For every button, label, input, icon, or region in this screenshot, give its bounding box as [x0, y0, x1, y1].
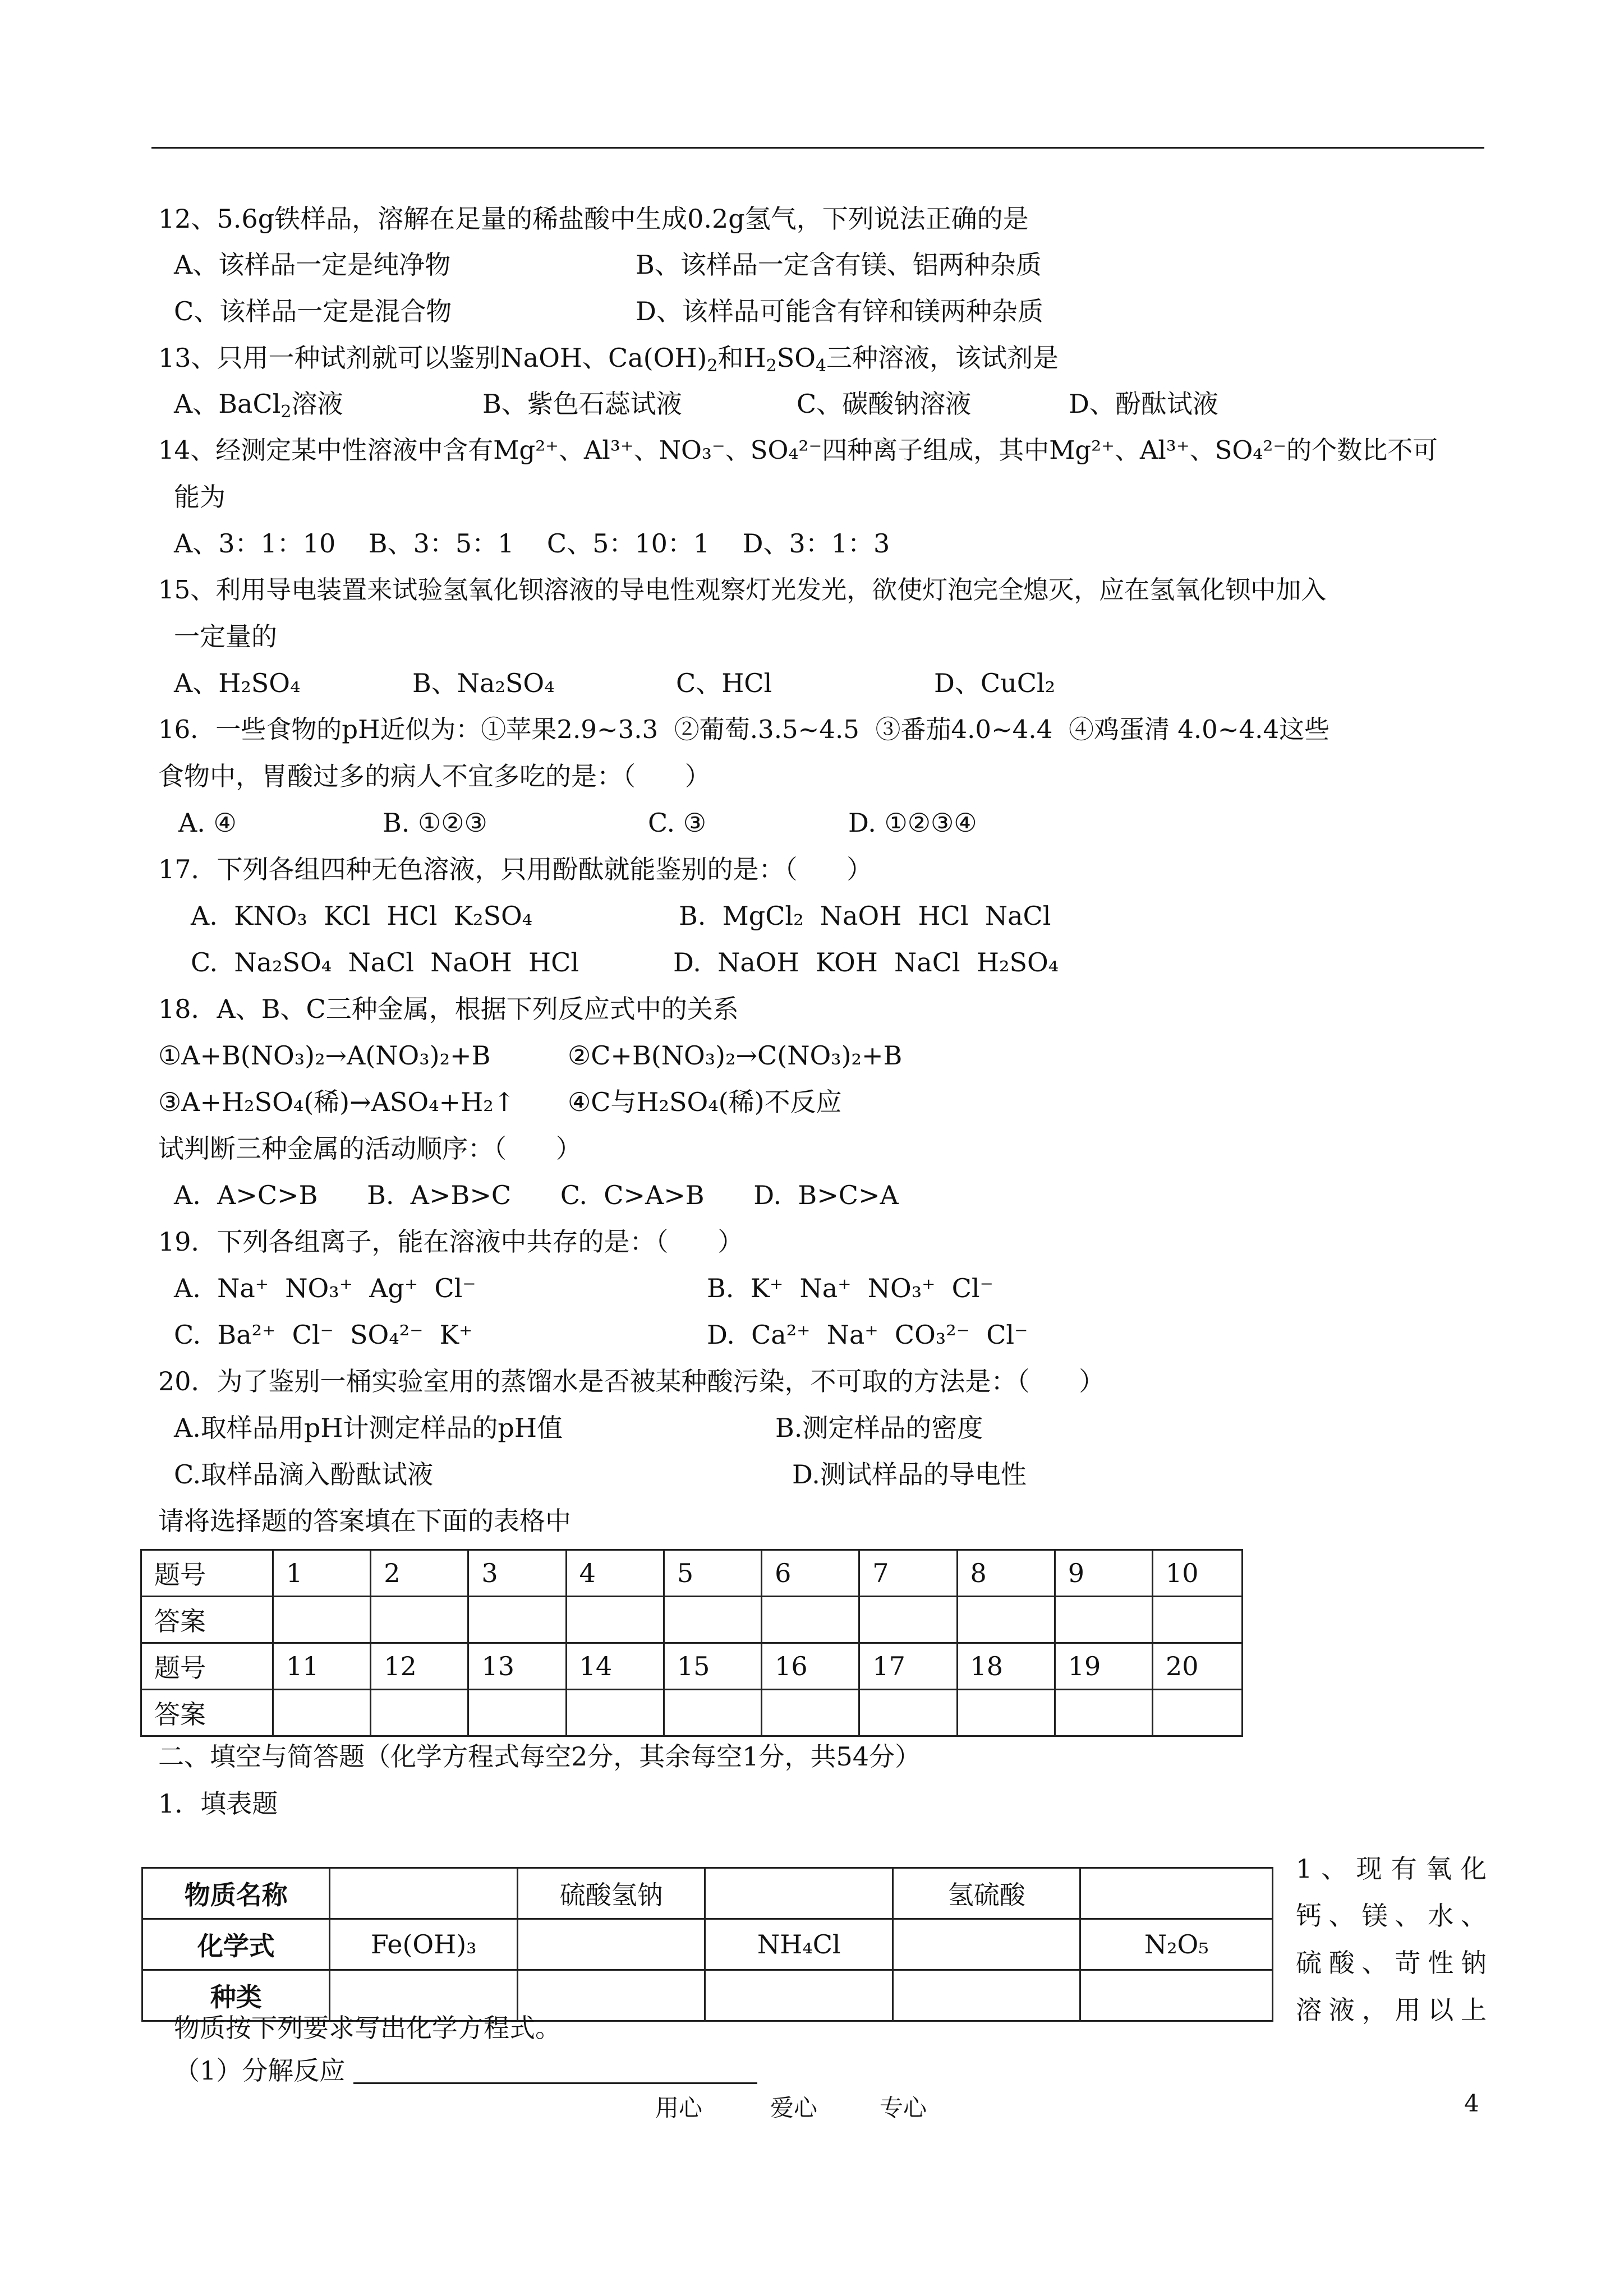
- question-number-cell: 17: [859, 1643, 957, 1690]
- answer-table-row: [141, 1597, 1243, 1643]
- q13-option-c: C、碳酸钠溶液: [797, 389, 972, 419]
- answer-cell[interactable]: [1152, 1597, 1242, 1643]
- fill-table-row: [142, 1919, 1273, 1970]
- fill-cell[interactable]: [1080, 1868, 1273, 1919]
- answer-table-row: [141, 1690, 1243, 1736]
- q16-line1: 16．一些食物的pH近似为：①苹果2.9~3.3 ②葡萄.3.5~4.5 ③番茄4.0~4.4 ④鸡蛋清 4.0~4.4这些: [158, 714, 1330, 744]
- answer-blank[interactable]: [353, 2054, 757, 2084]
- fill-cell[interactable]: [1080, 1970, 1273, 2021]
- question-number-cell: 6: [762, 1550, 859, 1597]
- answer-table: [140, 1549, 1243, 1737]
- answer-cell[interactable]: [273, 1597, 370, 1643]
- answer-cell[interactable]: [371, 1597, 468, 1643]
- answer-cell[interactable]: [566, 1597, 664, 1643]
- side-text-line: 溶液，用以上: [1296, 1995, 1487, 2025]
- row-label-answer: 答案: [141, 1690, 273, 1736]
- q17-option-a: A. KNO₃ KCl HCl K₂SO₄: [191, 901, 533, 931]
- answer-cell[interactable]: [859, 1690, 957, 1736]
- fill-cell[interactable]: [705, 1970, 893, 2021]
- q12-option-b: B、该样品一定含有镁、铝两种杂质: [636, 250, 1042, 280]
- answer-cell[interactable]: [1055, 1597, 1152, 1643]
- question-number-cell: 12: [371, 1643, 468, 1690]
- footer-motto-1: 用心: [655, 2094, 703, 2122]
- q14-options: A、3：1：10 B、3：5：1 C、5：10：1 D、3：1：3: [174, 528, 890, 559]
- q17-option-d: D. NaOH KOH NaCl H₂SO₄: [673, 947, 1059, 978]
- q18-reaction-2: ②C+B(NO₃)₂→C(NO₃)₂+B: [568, 1040, 903, 1071]
- q15-option-b: B、Na₂SO₄: [412, 668, 555, 698]
- q15-line2: 一定量的: [174, 621, 277, 652]
- answer-table-row: [141, 1643, 1243, 1690]
- q18-ask: 试判断三种金属的活动顺序：（ ）: [158, 1133, 582, 1164]
- answer-cell[interactable]: [664, 1597, 761, 1643]
- q15-option-d: D、CuCl₂: [934, 668, 1056, 698]
- question-number-cell: 16: [762, 1643, 859, 1690]
- question-number-cell: 13: [468, 1643, 566, 1690]
- q18-reaction-4: ④C与H₂SO₄(稀)不反应: [568, 1087, 842, 1117]
- section2-sub1: 1．填表题: [158, 1788, 278, 1819]
- q16-option-c: C. ③: [648, 808, 707, 838]
- answer-cell[interactable]: [957, 1690, 1055, 1736]
- fill-table-row: [142, 1868, 1273, 1919]
- q13-stem: 13、只用一种试剂就可以鉴别NaOH、$Ca(OH)_2$和$H_2SO_4$三种溶液，该试剂是: [158, 343, 1059, 376]
- row-label-name: 物质名称: [142, 1868, 330, 1919]
- fill-cell: 硫酸氢钠: [518, 1868, 705, 1919]
- answer-cell[interactable]: [468, 1597, 566, 1643]
- footer-motto-2: 爱心: [770, 2094, 818, 2122]
- answer-cell[interactable]: [566, 1690, 664, 1736]
- q16-option-d: D. ①②③④: [848, 808, 977, 838]
- q19-option-c: C. Ba²⁺ Cl⁻ SO₄²⁻ K⁺: [174, 1320, 473, 1350]
- question-number-cell: 7: [859, 1550, 957, 1597]
- fill-cell[interactable]: [518, 1919, 705, 1970]
- q15-option-c: C、HCl: [676, 668, 772, 698]
- q12-option-a: A、该样品一定是纯净物: [174, 250, 451, 280]
- q17-option-c: C. Na₂SO₄ NaCl NaOH HCl: [191, 947, 579, 978]
- q17-option-b: B. MgCl₂ NaOH HCl NaCl: [679, 901, 1051, 931]
- answer-cell[interactable]: [1152, 1690, 1242, 1736]
- fill-table: [141, 1867, 1273, 2022]
- fill-cell: 氢硫酸: [893, 1868, 1080, 1919]
- side-text-line: 1、现有氧化: [1296, 1854, 1487, 1884]
- answer-table-row: [141, 1550, 1243, 1597]
- q12-option-d: D、该样品可能含有锌和镁两种杂质: [636, 296, 1043, 326]
- q13-option-b: B、紫色石蕊试液: [482, 389, 682, 419]
- fill-cell: NH₄Cl: [705, 1919, 893, 1970]
- q16-option-a: A. ④: [178, 808, 237, 838]
- fill-cell[interactable]: [893, 1919, 1080, 1970]
- footer-motto-3: 专心: [880, 2094, 927, 2122]
- page-number: 4: [1464, 2090, 1479, 2117]
- side-text-line: 硫酸、苛性钠: [1296, 1948, 1487, 1978]
- section2-continuation: 物质按下列要求写出化学方程式。: [174, 2013, 561, 2043]
- question-number-cell: 15: [664, 1643, 761, 1690]
- answer-cell[interactable]: [957, 1597, 1055, 1643]
- row-label-formula: 化学式: [142, 1919, 330, 1970]
- q16-option-b: B. ①②③: [383, 808, 487, 838]
- question-number-cell: 14: [566, 1643, 664, 1690]
- answer-cell[interactable]: [859, 1597, 957, 1643]
- q19-option-b: B. K⁺ Na⁺ NO₃⁺ Cl⁻: [707, 1273, 993, 1303]
- answer-cell[interactable]: [468, 1690, 566, 1736]
- answer-cell[interactable]: [273, 1690, 370, 1736]
- question-number-cell: 20: [1152, 1643, 1242, 1690]
- answer-cell[interactable]: [1055, 1690, 1152, 1736]
- q19-stem: 19．下列各组离子，能在溶液中共存的是：（ ）: [158, 1227, 744, 1257]
- q18-options: A. A>C>B B. A>B>C C. C>A>B D. B>C>A: [174, 1180, 899, 1210]
- row-label-category: 种类: [142, 1970, 330, 2021]
- q13-option-d: D、酚酞试液: [1069, 389, 1218, 419]
- q15-line1: 15、利用导电装置来试验氢氧化钡溶液的导电性观察灯光发光，欲使灯泡完全熄灭，应在氢氧化钡中加入: [158, 575, 1327, 605]
- fill-cell[interactable]: [893, 1970, 1080, 2021]
- side-text-line: 钙、镁、水、: [1296, 1901, 1487, 1931]
- row-label-question-number: 题号: [141, 1550, 273, 1597]
- section2-heading: 二、填空与简答题（化学方程式每空2分，其余每空1分，共54分）: [158, 1741, 921, 1772]
- q19-option-d: D. Ca²⁺ Na⁺ CO₃²⁻ Cl⁻: [707, 1320, 1028, 1350]
- question-number-cell: 2: [371, 1550, 468, 1597]
- q20-option-a: A.取样品用pH计测定样品的pH值: [174, 1413, 563, 1443]
- q14-line2: 能为: [174, 482, 226, 512]
- q20-option-d: D.测试样品的导电性: [792, 1459, 1027, 1490]
- question-number-cell: 9: [1055, 1550, 1152, 1597]
- question-number-cell: 11: [273, 1643, 370, 1690]
- question-number-cell: 8: [957, 1550, 1055, 1597]
- question-number-cell: 1: [273, 1550, 370, 1597]
- q17-stem: 17．下列各组四种无色溶液，只用酚酞就能鉴别的是：（ ）: [158, 854, 873, 884]
- q18-reaction-1: ①A+B(NO₃)₂→A(NO₃)₂+B: [158, 1040, 491, 1071]
- q13-option-a: A、BaCl$_2$溶液: [174, 389, 343, 422]
- answer-cell[interactable]: [762, 1690, 859, 1736]
- q16-line2: 食物中，胃酸过多的病人不宜多吃的是：（ ）: [158, 761, 711, 791]
- q20-option-b: B.测定样品的密度: [775, 1413, 983, 1443]
- question-number-cell: 19: [1055, 1643, 1152, 1690]
- answer-cell[interactable]: [371, 1690, 468, 1736]
- section2-item1: （1）分解反应: [174, 2054, 757, 2087]
- question-number-cell: 3: [468, 1550, 566, 1597]
- fill-cell[interactable]: [705, 1868, 893, 1919]
- q18-stem: 18．A、B、C三种金属，根据下列反应式中的关系: [158, 994, 739, 1024]
- q19-option-a: A. Na⁺ NO₃⁺ Ag⁺ Cl⁻: [174, 1273, 476, 1303]
- side-text: [1296, 1845, 1487, 2034]
- answer-cell[interactable]: [664, 1690, 761, 1736]
- row-label-question-number: 题号: [141, 1643, 273, 1690]
- q18-reaction-3: ③A+H₂SO₄(稀)→ASO₄+H₂↑: [158, 1087, 516, 1117]
- q20-stem: 20．为了鉴别一桶实验室用的蒸馏水是否被某种酸污染，不可取的方法是：（ ）: [158, 1366, 1105, 1396]
- answer-cell[interactable]: [762, 1597, 859, 1643]
- q14-line1: 14、经测定某中性溶液中含有Mg²⁺、Al³⁺、NO₃⁻、SO₄²⁻四种离子组成，其中Mg²⁺、Al³⁺、SO₄²⁻的个数比不可: [158, 435, 1438, 465]
- question-number-cell: 10: [1152, 1550, 1242, 1597]
- q15-option-a: A、H₂SO₄: [174, 668, 301, 698]
- fill-cell: N₂O₅: [1080, 1919, 1273, 1970]
- row-label-answer: 答案: [141, 1597, 273, 1643]
- q20-option-c: C.取样品滴入酚酞试液: [174, 1459, 434, 1490]
- fill-cell[interactable]: [330, 1868, 518, 1919]
- q12-stem: 12、5.6g铁样品，溶解在足量的稀盐酸中生成0.2g氢气，下列说法正确的是: [158, 204, 1029, 234]
- answer-note: 请将选择题的答案填在下面的表格中: [158, 1506, 571, 1536]
- q12-option-c: C、该样品一定是混合物: [174, 296, 452, 326]
- question-number-cell: 4: [566, 1550, 664, 1597]
- question-number-cell: 5: [664, 1550, 761, 1597]
- fill-cell: Fe(OH)₃: [330, 1919, 518, 1970]
- question-number-cell: 18: [957, 1643, 1055, 1690]
- header-rule: [151, 147, 1484, 149]
